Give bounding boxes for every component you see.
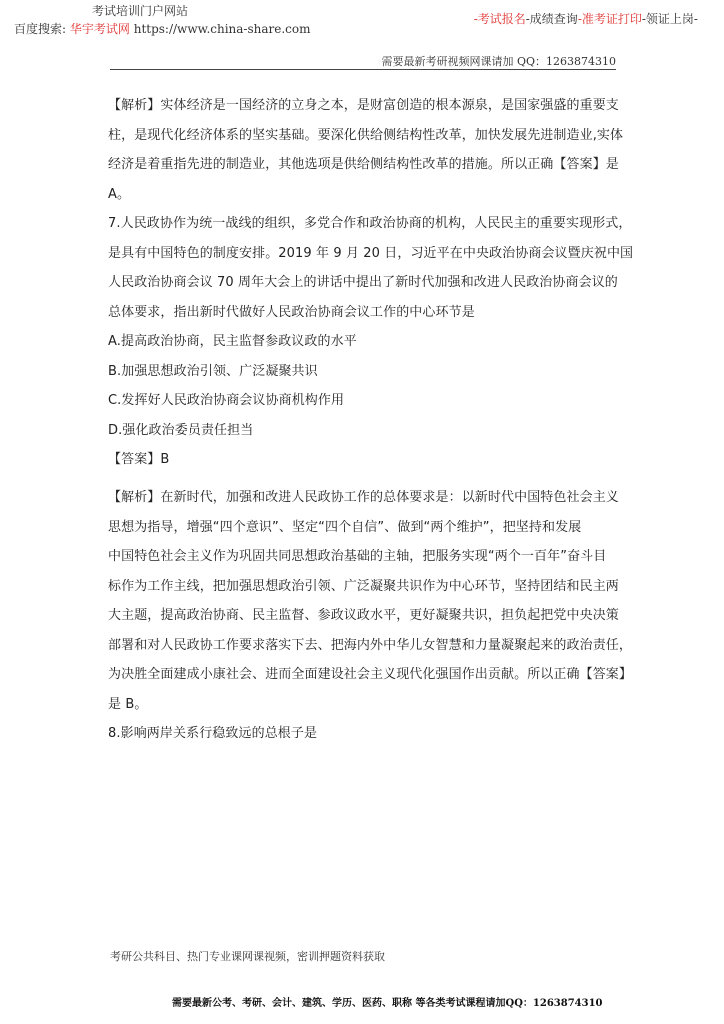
text-line: 中国特色社会主义作为巩固共同思想政治基础的主轴，把服务实现“两个一百年”奋斗目: [108, 549, 607, 565]
top-link[interactable]: -成绩查询: [525, 12, 578, 26]
site-url-link[interactable]: https://www.china-share.com: [133, 22, 311, 36]
text-line: 标作为工作主线，把加强思想政治引领、广泛凝聚共识作为中心环节，坚持团结和民主两: [108, 578, 619, 594]
text-line: 柱，是现代化经济体系的坚实基础。要深化供给侧结构性改革，加快发展先进制造业,实体: [108, 127, 624, 143]
document-body: [108, 91, 634, 749]
search-line: [14, 20, 311, 37]
text-line: 8.影响两岸关系行稳致远的总根子是: [108, 726, 318, 742]
text-line: 部署和对人民政协工作要求落实下去、把海内外中华儿女智慧和力量凝聚起来的政治责任，: [108, 637, 633, 653]
text-line: B.加强思想政治引领、广泛凝聚共识: [108, 363, 318, 379]
header-divider: [110, 69, 616, 70]
site-name: 考试培训门户网站: [92, 4, 189, 18]
top-link[interactable]: -准考证打印: [577, 12, 642, 26]
text-line: A。: [108, 186, 131, 202]
text-line: 7.人民政协作为统一战线的组织，多党合作和政治协商的机构，人民民主的重要实现形式，: [108, 216, 632, 231]
footer-contact: 需要最新公考、考研、会计、建筑、学历、医药、职称 等各类考试课程请加QQ：1263874310: [172, 998, 603, 1009]
qq-notice: 需要最新考研视频网课请加 QQ：1263874310: [381, 55, 616, 68]
footer-note: 考研公共科目、热门专业课网课视频，密训押题资料获取: [110, 950, 385, 963]
search-label: 百度搜索:: [14, 22, 67, 36]
text-line: 【答案】B: [108, 452, 170, 467]
text-line: 是具有中国特色的制度安排。2019 年 9 月 20 日，习近平在中央政治协商会议暨庆祝中国: [108, 245, 634, 261]
text-line: D.强化政治委员责任担当: [108, 422, 254, 438]
text-line: 【解析】实体经济是一国经济的立身之本，是财富创造的根本源泉，是国家强盛的重要支: [108, 98, 619, 113]
top-link[interactable]: -领证上岗-: [641, 12, 698, 26]
search-brand-link[interactable]: 华宇考试网: [69, 22, 130, 36]
text-line: 大主题，提高政治协商、民主监督、参政议政水平，更好凝聚共识，担负起把党中央决策: [108, 608, 619, 624]
text-line: C.发挥好人民政治协商会议协商机构作用: [108, 393, 345, 408]
text-line: 【解析】在新时代，加强和改进人民政协工作的总体要求是：以新时代中国特色社会主义: [108, 490, 619, 506]
top-nav-links: [474, 10, 698, 27]
text-line: 人民政治协商会议 70 周年大会上的讲话中提出了新时代加强和改进人民政治协商会议的: [108, 275, 618, 290]
text-line: 思想为指导，增强“四个意识”、坚定“四个自信”、做到“两个维护”，把坚持和发展: [108, 519, 582, 535]
text-line: 是 B。: [108, 696, 148, 712]
text-line: A.提高政治协商，民主监督参政议政的水平: [108, 334, 357, 349]
text-line: 经济是着重指先进的制造业，其他选项是供给侧结构性改革的措施。所以正确【答案】是: [108, 157, 619, 172]
top-link[interactable]: -考试报名: [473, 12, 526, 26]
text-line: 总体要求，指出新时代做好人民政治协商会议工作的中心环节是: [108, 304, 475, 320]
text-line: 为决胜全面建成小康社会、进而全面建设社会主义现代化强国作出贡献。所以正确【答案】: [108, 667, 633, 683]
